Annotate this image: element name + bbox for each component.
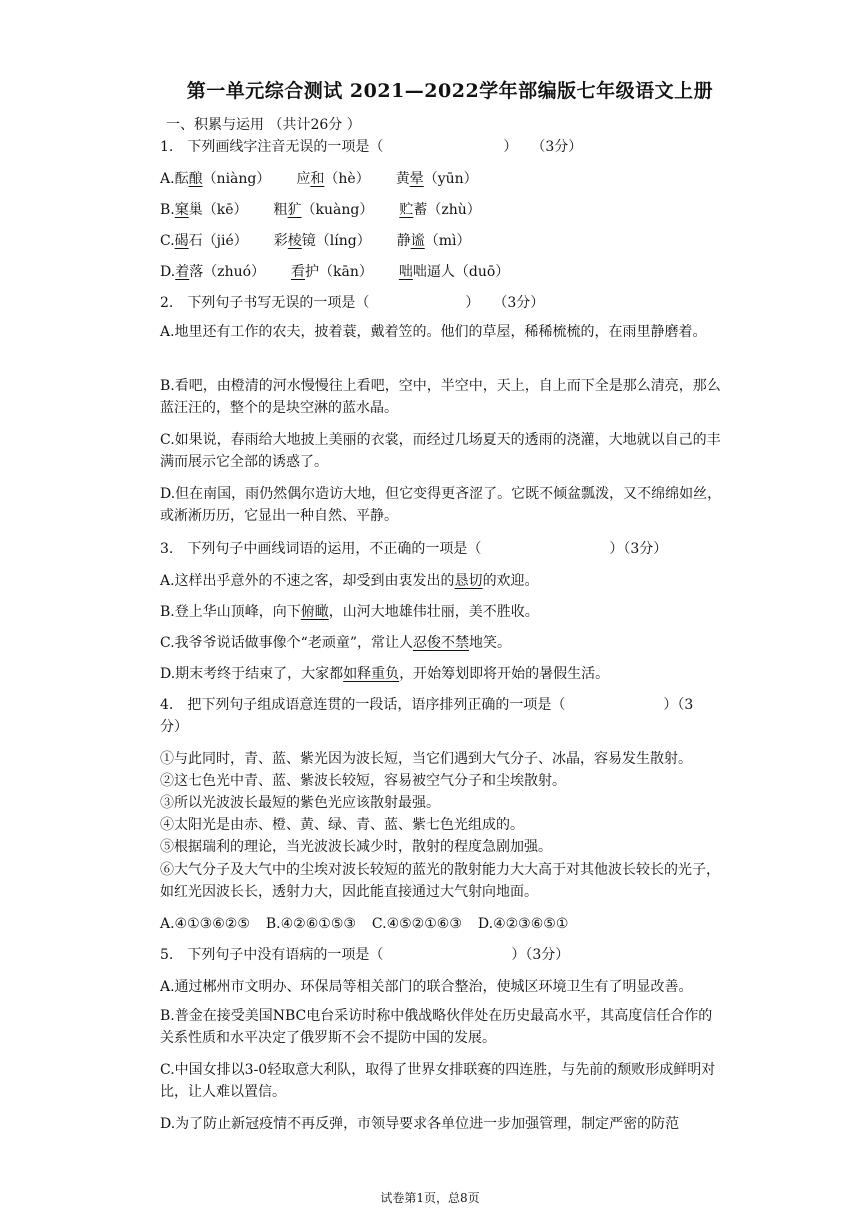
question-4-stem-cont: 分） bbox=[160, 719, 188, 735]
question-2-option-c: C.如果说，春雨给大地披上美丽的衣裳，而经过几场夏天的透雨的浇灌，大地就以自己的丰满而展示它全部的诱惑了。 bbox=[160, 432, 721, 470]
page-title: 第一单元综合测试 2021—2022学年部编版七年级语文上册 bbox=[186, 80, 714, 102]
question-4-option-c: C.④⑤②①⑥③ bbox=[371, 916, 462, 932]
question-2-stem: 2. 下列句子书写无误的一项是（ ） （3分） bbox=[160, 295, 545, 311]
question-3-option-c: C.我爷爷说话做事像个“老顽童”，常让人忍俊不禁地笑。 bbox=[160, 635, 511, 651]
sentence-4: ④太阳光是由赤、橙、黄、绿、青、蓝、紫七色光组成的。 bbox=[160, 817, 524, 833]
question-1-option-a: A.酝酿（niàng） 应和（hè） 黄晕（yūn） bbox=[160, 171, 478, 187]
question-1-option-b: B.窠巢（kē） 粗犷（kuàng） 贮蓄（zhù） bbox=[160, 202, 481, 218]
question-5-stem: 5. 下列句子中没有语病的一项是（ ）（3分） bbox=[160, 947, 570, 963]
question-3-stem: 3. 下列句子中画线词语的运用，不正确的一项是（ ）（3分） bbox=[160, 541, 668, 557]
question-5-option-b: B.普金在接受美国NBC电台采访时称中俄战略伙伴处在历史最高水平，其高度信任合作的关系性质和水平决定了俄罗斯不会不提防中国的发展。 bbox=[160, 1008, 713, 1046]
question-5-option-d: D.为了防止新冠疫情不再反弹，市领导要求各单位进一步加强管理，制定严密的防范 bbox=[160, 1116, 680, 1132]
question-1-option-c: C.碣石（jié） 彩棱镜（líng） 静谧（mì） bbox=[160, 233, 471, 249]
question-3-option-b: B.登上华山顶峰，向下俯瞰，山河大地雄伟壮丽，美不胜收。 bbox=[160, 604, 539, 620]
question-2-option-b: B.看吧，由橙清的河水慢慢往上看吧，空中，半空中，天上，自上而下全是那么清亮，那么蓝汪汪的，整个的是块空淋的蓝水晶。 bbox=[160, 378, 721, 416]
question-4-option-d: D.④②③⑥⑤① bbox=[477, 916, 569, 932]
sentence-6: ⑥大气分子及大气中的尘埃对波长较短的蓝光的散射能力大大高于对其他波长较长的光子，如红光因波长长，透射力大，因此能直接通过大气射向地面。 bbox=[160, 862, 720, 900]
question-2-option-a: A.地里还有工作的农夫，披着蓑，戴着笠的。他们的草屋，稀稀梳梳的，在雨里静磨着。 bbox=[160, 324, 707, 340]
question-5-option-c: C.中国女排以3-0轻取意大利队，取得了世界女排联赛的四连胜，与先前的颓败形成鲜明对比，让人难以置信。 bbox=[160, 1062, 716, 1100]
question-5-option-a: A.通过郴州市文明办、环保局等相关部门的联合整治，使城区环境卫生有了明显改善。 bbox=[160, 979, 693, 995]
question-2-option-d: D.但在南国，雨仍然偶尔造访大地，但它变得更吝涩了。它既不倾盆瓢泼，又不绵绵如丝，或淅淅历历，它显出一种自然、平静。 bbox=[160, 486, 722, 524]
question-4-stem: 4. 把下列句子组成语意连贯的一段话，语序排列正确的一项是（ ）（3 bbox=[160, 697, 694, 713]
question-3-option-d: D.期末考终于结束了，大家都如释重负，开始筹划即将开始的暑假生活。 bbox=[160, 666, 610, 682]
page-footer: 试卷第1页，总8页 bbox=[380, 1191, 480, 1205]
question-3-option-a: A.这样出乎意外的不速之客，却受到由衷发出的恳切的欢迎。 bbox=[160, 573, 539, 589]
question-1-stem: 1. 下列画线字注音无误的一项是（ ） （3分） bbox=[160, 139, 583, 155]
sentence-5: ⑤根据瑞利的理论，当光波波长减少时，散射的程度急剧加强。 bbox=[160, 839, 552, 855]
sentence-2: ②这七色光中青、蓝、紫波长较短，容易被空气分子和尘埃散射。 bbox=[160, 773, 566, 789]
question-1-option-d: D.着落（zhuó） 看护（kān） 咄咄逼人（duō） bbox=[160, 264, 510, 280]
question-4-option-b: B.④②⑥①⑤③ bbox=[265, 916, 356, 932]
question-4-option-a: A.④①③⑥②⑤ bbox=[160, 916, 250, 932]
sentence-1: ①与此同时，青、蓝、紫光因为波长短，当它们遇到大气分子、冰晶，容易发生散射。 bbox=[160, 751, 692, 767]
section-heading: 一、积累与运用 （共计26分 ） bbox=[166, 117, 361, 133]
question-4-options bbox=[160, 915, 568, 933]
sentence-3: ③所以光波波长最短的紫色光应该散射最强。 bbox=[160, 795, 440, 811]
